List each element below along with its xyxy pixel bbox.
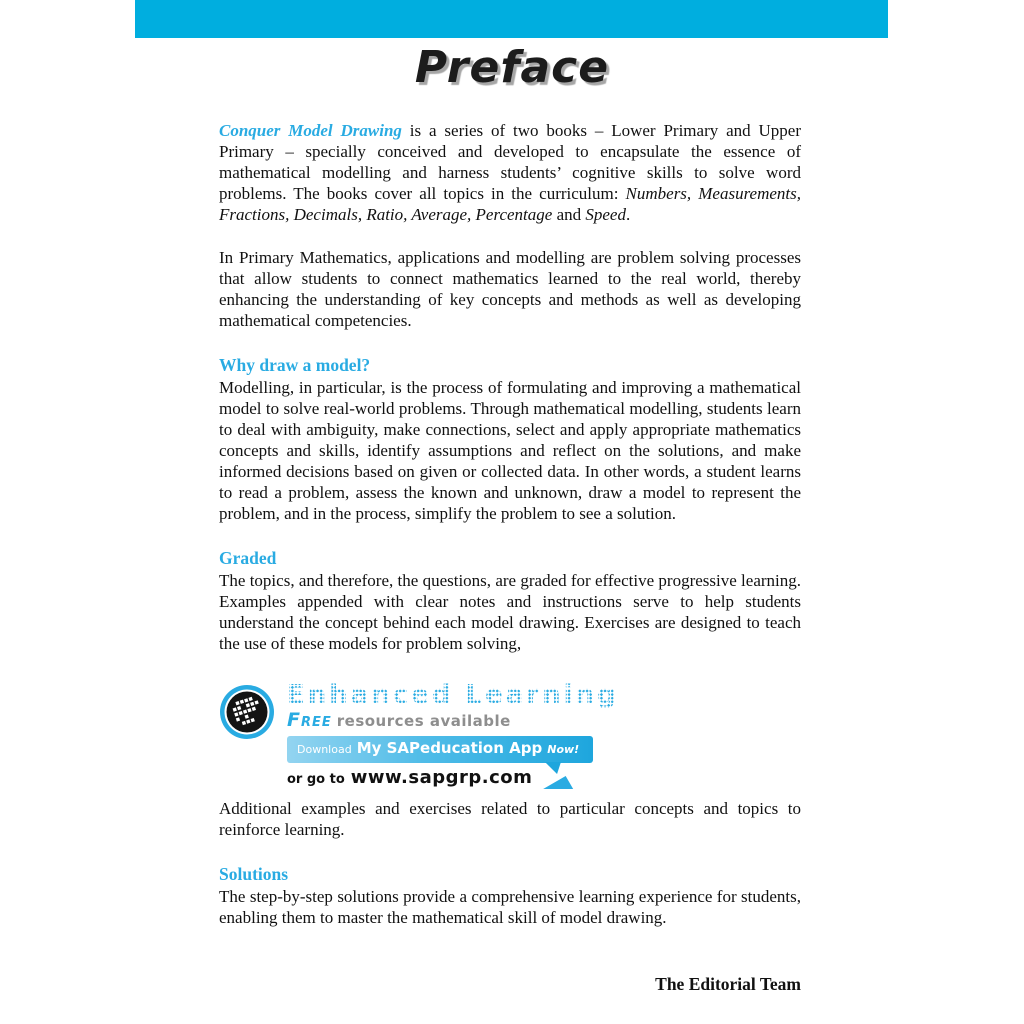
dot-matrix-badge-icon	[219, 684, 275, 745]
section-heading-graded: Graded	[219, 548, 277, 568]
app-download-banner[interactable]	[287, 736, 593, 763]
page-content	[219, 120, 801, 995]
enhanced-learning-block	[219, 682, 801, 790]
swoosh-arrow-icon	[536, 776, 574, 789]
enhanced-learning-description: Additional examples and exercises related to particular concepts and topics to reinforce learning.	[219, 799, 801, 839]
graded-body: The topics, and therefore, the questions, are graded for effective progressive learning. Examples appended with clear notes and instructions serve to help students understand the concept behind each model drawing. Exercises are designed to teach the use of these models for problem solving,	[219, 571, 801, 653]
section-heading-why: Why draw a model?	[219, 355, 371, 375]
app-name: My SAPeducation App	[356, 739, 543, 757]
topics-list: Numbers, Measurements, Fractions, Decimals, Ratio, Average, Percentage	[219, 184, 802, 224]
page-title: Preface	[414, 42, 610, 93]
modelling-paragraph: In Primary Mathematics, applications and modelling are problem solving processes that allow students to connect mathematics learned to the real world, thereby enhancing the understanding of key concepts and methods as well as developing mathematical competencies.	[219, 248, 801, 330]
enhanced-learning-title: Enhanced Learning	[287, 680, 619, 710]
and-word: and	[552, 205, 586, 224]
resources-available-text: resources available	[336, 712, 511, 730]
period: .	[625, 205, 631, 224]
website-url[interactable]: www.sapgrp.com	[350, 767, 533, 788]
series-title: Conquer Model Drawing	[219, 121, 402, 140]
website-line	[287, 767, 619, 790]
section-heading-solutions: Solutions	[219, 864, 289, 884]
enhanced-learning-text-column	[287, 682, 619, 790]
solutions-body: The step-by-step solutions provide a comprehensive learning experience for students, enabling them to master the mathematical skill of model drawing.	[219, 887, 801, 927]
free-word: Free	[287, 709, 332, 731]
last-topic: Speed	[585, 205, 626, 224]
intro-body-text: is a series of two books – Lower Primary and Upper Primary – specially conceived and developed to encapsulate the essence of mathematical modelling and harness students’ cognitive skills to solve word problems. The books cover all topics in the curriculum:	[219, 121, 801, 203]
now-label: Now!	[547, 743, 580, 756]
or-go-to-label: or go to	[287, 772, 345, 787]
intro-paragraph	[219, 120, 801, 225]
free-resources-line	[287, 710, 619, 732]
why-body: Modelling, in particular, is the process of formulating and improving a mathematical model to solve real-world problems. Through mathematical modelling, students learn to deal with ambiguity, make connections, select and apply appropriate mathematics concepts and skills, identify assumptions and reflect on the solutions, and make informed decisions based on given or collected data. In other words, a student learns to read a problem, assess the known and unknown, draw a model to represent the problem, and in the process, simplify the problem to see a solution.	[219, 378, 801, 523]
editorial-signature: The Editorial Team	[655, 974, 801, 994]
download-label: Download	[297, 743, 352, 756]
header-color-bar	[135, 0, 888, 38]
